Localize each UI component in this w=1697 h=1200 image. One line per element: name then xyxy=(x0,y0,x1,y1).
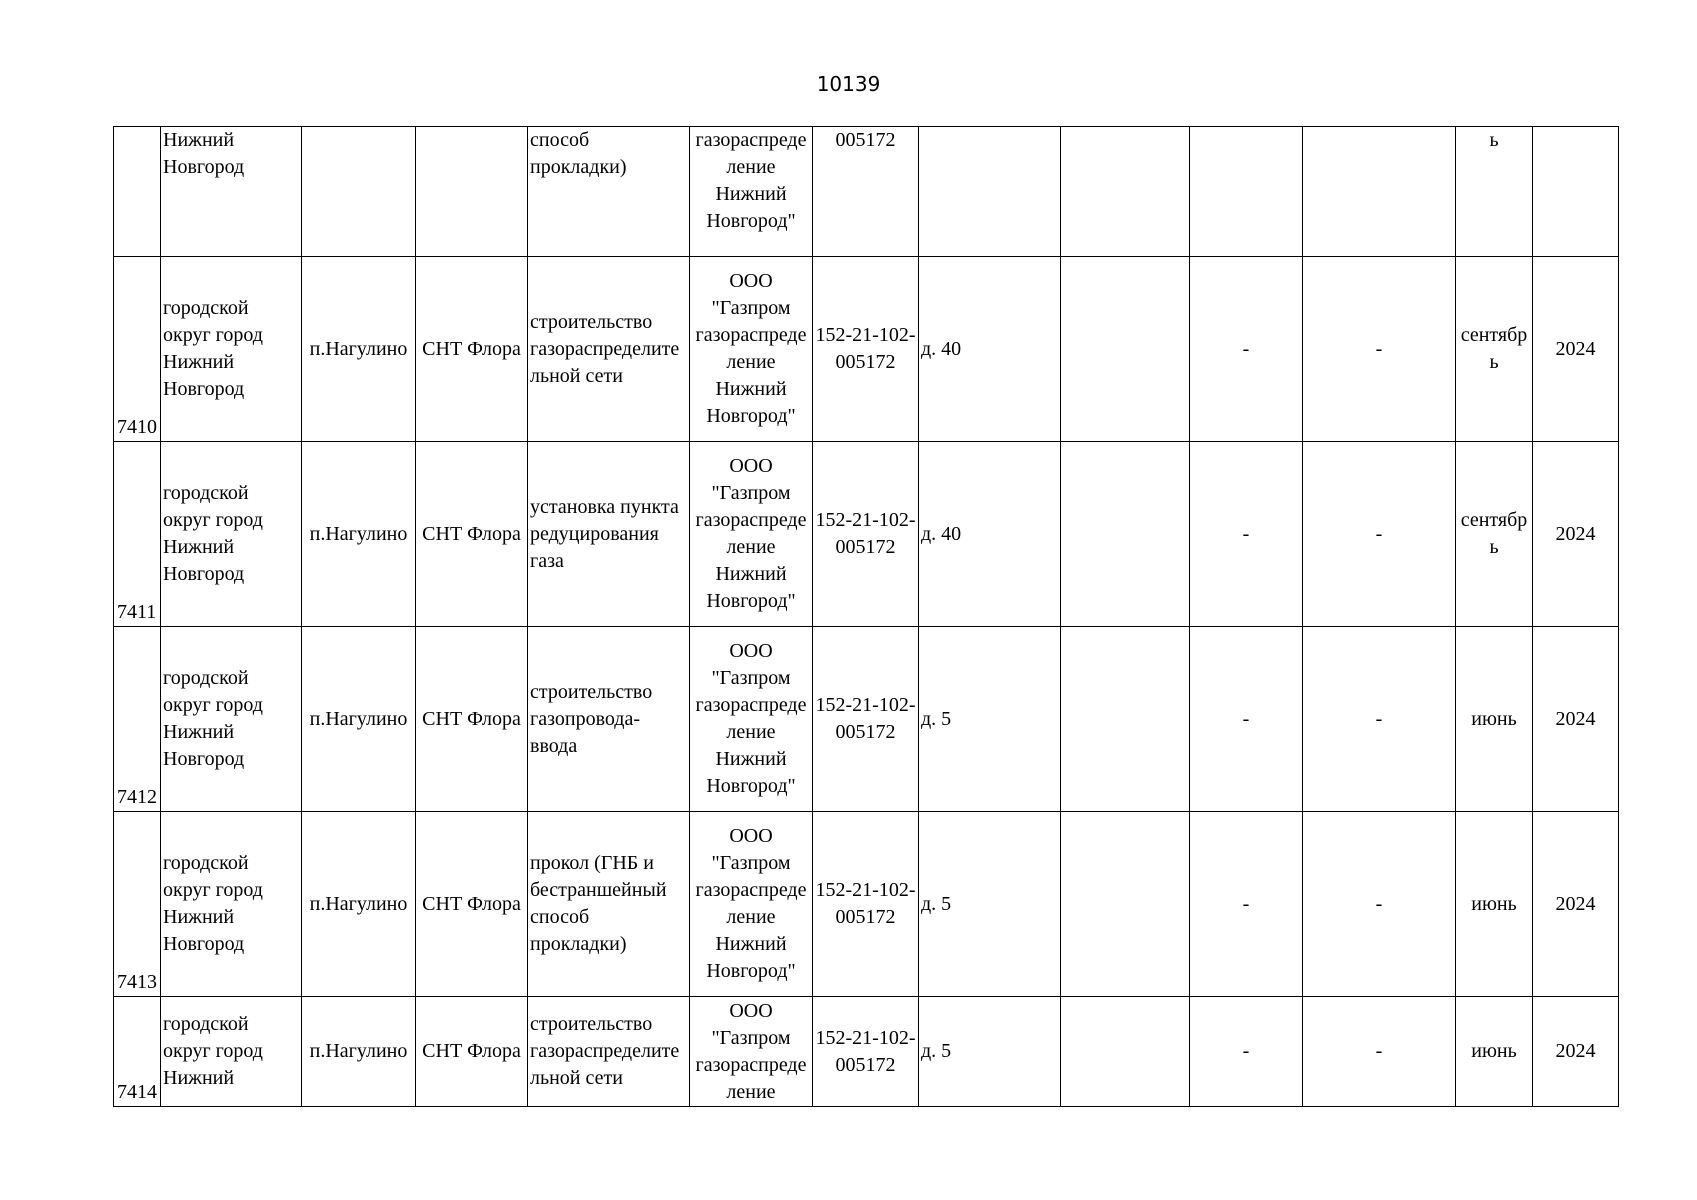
table-row-continued xyxy=(114,127,1619,257)
table-row xyxy=(114,812,1619,997)
cell-house xyxy=(919,997,1061,1107)
cell-house xyxy=(919,127,1061,257)
cell-settlement xyxy=(302,257,416,442)
cell-num xyxy=(114,442,161,627)
col11-text: - xyxy=(1375,1040,1383,1062)
cell-municipality xyxy=(161,127,302,257)
house-text: д. 5 xyxy=(921,1040,952,1062)
cell-year xyxy=(1533,997,1619,1107)
organization-text: ООО "Газпром газораспределение xyxy=(695,999,807,1103)
cell-settlement xyxy=(302,812,416,997)
cell-col11 xyxy=(1303,127,1456,257)
cell-year xyxy=(1533,127,1619,257)
cell-col9 xyxy=(1061,812,1190,997)
col11-text: - xyxy=(1375,337,1383,360)
num-text: 7414 xyxy=(117,1081,157,1103)
cell-house xyxy=(919,812,1061,997)
organization-text: ООО "Газпром газораспределение Нижний Новгород" xyxy=(695,825,807,982)
cell-year xyxy=(1533,442,1619,627)
work-text: способ прокладки) xyxy=(530,129,627,178)
house-text: д. 40 xyxy=(921,522,962,545)
cell-inn xyxy=(813,257,919,442)
cell-settlement xyxy=(302,627,416,812)
cell-object xyxy=(416,812,528,997)
cell-col10 xyxy=(1190,627,1303,812)
cell-settlement xyxy=(302,442,416,627)
col11-text: - xyxy=(1375,522,1383,545)
municipality-text: городской округ город Нижний Новгород xyxy=(163,482,263,585)
inn-text: 152-21-102- 005172 xyxy=(815,324,916,373)
cell-work xyxy=(528,257,690,442)
cell-object xyxy=(416,997,528,1107)
cell-municipality xyxy=(161,257,302,442)
cell-col10 xyxy=(1190,997,1303,1107)
cell-year xyxy=(1533,257,1619,442)
year-text: 2024 xyxy=(1555,522,1596,545)
cell-municipality xyxy=(161,812,302,997)
cell-object xyxy=(416,442,528,627)
cell-col11 xyxy=(1303,812,1456,997)
inn-text: 152-21-102- 005172 xyxy=(815,879,916,928)
col11-text: - xyxy=(1375,707,1383,730)
table-row xyxy=(114,997,1619,1107)
cell-col11 xyxy=(1303,257,1456,442)
col11-text: - xyxy=(1375,892,1383,915)
cell-col9 xyxy=(1061,127,1190,257)
month-text: июнь xyxy=(1471,892,1517,915)
col10-text: - xyxy=(1242,337,1250,360)
cell-settlement xyxy=(302,127,416,257)
col10-text: - xyxy=(1242,707,1250,730)
cell-inn xyxy=(813,997,919,1107)
cell-settlement xyxy=(302,997,416,1107)
year-text: 2024 xyxy=(1555,707,1596,730)
work-text: строительство газораспределите льной сети xyxy=(530,310,680,387)
table-row xyxy=(114,257,1619,442)
month-text: сентябрь xyxy=(1460,509,1528,558)
month-text: сентябрь xyxy=(1460,324,1528,373)
cell-month xyxy=(1456,627,1533,812)
organization-text: ООО "Газпром газораспределение Нижний Новгород" xyxy=(695,270,807,427)
cell-house xyxy=(919,257,1061,442)
cell-month xyxy=(1456,812,1533,997)
cell-col9 xyxy=(1061,997,1190,1107)
object-text: СНТ Флора xyxy=(422,522,521,545)
cell-col11 xyxy=(1303,997,1456,1107)
cell-object xyxy=(416,127,528,257)
cell-municipality xyxy=(161,997,302,1107)
cell-col10 xyxy=(1190,812,1303,997)
object-text: СНТ Флора xyxy=(422,892,521,915)
object-text: СНТ Флора xyxy=(422,707,521,730)
object-text: СНТ Флора xyxy=(422,337,521,360)
num-text: 7410 xyxy=(117,416,157,438)
settlement-text: п.Нагулино xyxy=(309,337,408,360)
object-text: СНТ Флора xyxy=(422,1040,521,1062)
cell-inn xyxy=(813,812,919,997)
cell-municipality xyxy=(161,627,302,812)
work-text: строительство газораспределите льной сети xyxy=(530,1013,680,1089)
cell-work xyxy=(528,627,690,812)
col10-text: - xyxy=(1242,522,1250,545)
organization-text: ООО "Газпром газораспределение Нижний Новгород" xyxy=(695,455,807,612)
organization-text: газораспределение Нижний Новгород" xyxy=(695,129,807,232)
cell-col10 xyxy=(1190,257,1303,442)
settlement-text: п.Нагулино xyxy=(309,892,408,915)
page-number: 10139 xyxy=(816,72,881,96)
cell-num xyxy=(114,812,161,997)
municipality-text: Нижний Новгород xyxy=(163,129,245,178)
cell-organization xyxy=(690,127,813,257)
cell-month xyxy=(1456,997,1533,1107)
cell-organization xyxy=(690,997,813,1107)
cell-organization xyxy=(690,812,813,997)
cell-col9 xyxy=(1061,627,1190,812)
cell-col11 xyxy=(1303,442,1456,627)
cell-object xyxy=(416,627,528,812)
num-text: 7412 xyxy=(117,786,157,808)
settlement-text: п.Нагулино xyxy=(309,1040,408,1062)
settlement-text: п.Нагулино xyxy=(309,522,408,545)
work-text: строительство газопровода- ввода xyxy=(530,680,653,757)
cell-col10 xyxy=(1190,127,1303,257)
inn-text: 005172 xyxy=(835,129,896,151)
cell-num xyxy=(114,127,161,257)
settlement-text: п.Нагулино xyxy=(309,707,408,730)
cell-work xyxy=(528,812,690,997)
year-text: 2024 xyxy=(1555,337,1596,360)
inn-text: 152-21-102- 005172 xyxy=(815,694,916,743)
year-text: 2024 xyxy=(1555,1040,1596,1062)
data-table xyxy=(113,126,1619,1107)
cell-municipality xyxy=(161,442,302,627)
cell-year xyxy=(1533,812,1619,997)
municipality-text: городской округ город Нижний Новгород xyxy=(163,667,263,770)
cell-col10 xyxy=(1190,442,1303,627)
cell-col9 xyxy=(1061,257,1190,442)
organization-text: ООО "Газпром газораспределение Нижний Новгород" xyxy=(695,640,807,797)
cell-inn xyxy=(813,627,919,812)
house-text: д. 5 xyxy=(921,707,952,730)
cell-work xyxy=(528,442,690,627)
cell-col9 xyxy=(1061,442,1190,627)
table-row xyxy=(114,627,1619,812)
municipality-text: городской округ город Нижний Новгород xyxy=(163,852,263,955)
cell-month xyxy=(1456,127,1533,257)
cell-num xyxy=(114,627,161,812)
municipality-text: городской округ город Нижний Новгород xyxy=(163,297,263,400)
cell-inn xyxy=(813,442,919,627)
work-text: прокол (ГНБ и бестраншейный способ прокладки) xyxy=(530,852,667,955)
col10-text: - xyxy=(1242,892,1250,915)
cell-inn xyxy=(813,127,919,257)
month-text: июнь xyxy=(1471,707,1517,730)
cell-num xyxy=(114,997,161,1107)
cell-col11 xyxy=(1303,627,1456,812)
cell-object xyxy=(416,257,528,442)
col10-text: - xyxy=(1242,1040,1250,1062)
house-text: д. 5 xyxy=(921,892,952,915)
cell-num xyxy=(114,257,161,442)
cell-work xyxy=(528,127,690,257)
year-text: 2024 xyxy=(1555,892,1596,915)
cell-organization xyxy=(690,257,813,442)
cell-work xyxy=(528,997,690,1107)
cell-house xyxy=(919,627,1061,812)
cell-organization xyxy=(690,627,813,812)
cell-house xyxy=(919,442,1061,627)
cell-month xyxy=(1456,257,1533,442)
cell-organization xyxy=(690,442,813,627)
house-text: д. 40 xyxy=(921,337,962,360)
num-text: 7411 xyxy=(117,601,157,623)
month-text: июнь xyxy=(1471,1040,1517,1062)
inn-text: 152-21-102- 005172 xyxy=(815,1026,916,1076)
cell-month xyxy=(1456,442,1533,627)
table-row xyxy=(114,442,1619,627)
month-text: ь xyxy=(1489,129,1499,151)
cell-year xyxy=(1533,627,1619,812)
num-text: 7413 xyxy=(117,971,157,993)
municipality-text: городской округ город Нижний xyxy=(163,1013,263,1089)
work-text: установка пункта редуцирования газа xyxy=(530,495,679,572)
inn-text: 152-21-102- 005172 xyxy=(815,509,916,558)
